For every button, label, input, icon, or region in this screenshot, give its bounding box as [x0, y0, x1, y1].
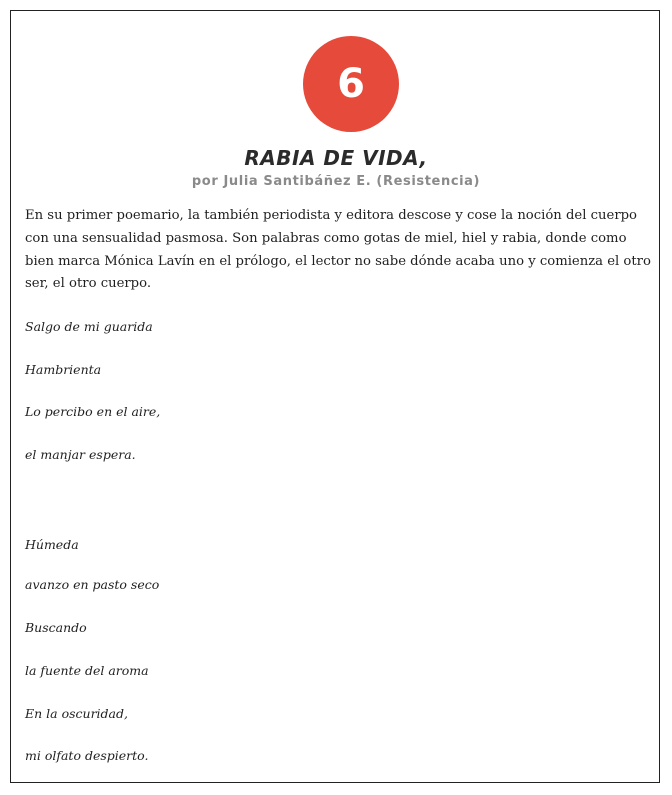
poem-line: Húmeda [25, 537, 79, 552]
poem-line: Salgo de mi guarida [25, 319, 153, 334]
entry-number: 6 [337, 61, 365, 107]
poem-line: Hambrienta [25, 362, 102, 377]
poem-line: el manjar espera. [25, 447, 136, 462]
poem-line: la fuente del aroma [25, 663, 149, 678]
poem-line: Buscando [25, 620, 87, 635]
poem-line: avanzo en pasto seco [25, 577, 160, 592]
entry-description: En su primer poemario, la también periodista y editora descose y cose la noción del cuerpo con una sensualidad pasmosa. Son palabras como gotas de miel, hiel y rabia, donde como bien marca Mónica Lavín en el prólogo, el lector no sabe dónde acaba uno y comienza el otro ser, el otro cuerpo. [25, 208, 651, 292]
poem-line: mi olfato despierto. [25, 748, 149, 763]
number-badge [303, 36, 399, 132]
poem-line: En la oscuridad, [25, 706, 128, 721]
poem-line: Lo percibo en el aire, [25, 404, 161, 419]
entry-title: RABIA DE VIDA, [244, 146, 428, 170]
entry-byline: por Julia Santibáñez E. (Resistencia) [191, 174, 481, 189]
